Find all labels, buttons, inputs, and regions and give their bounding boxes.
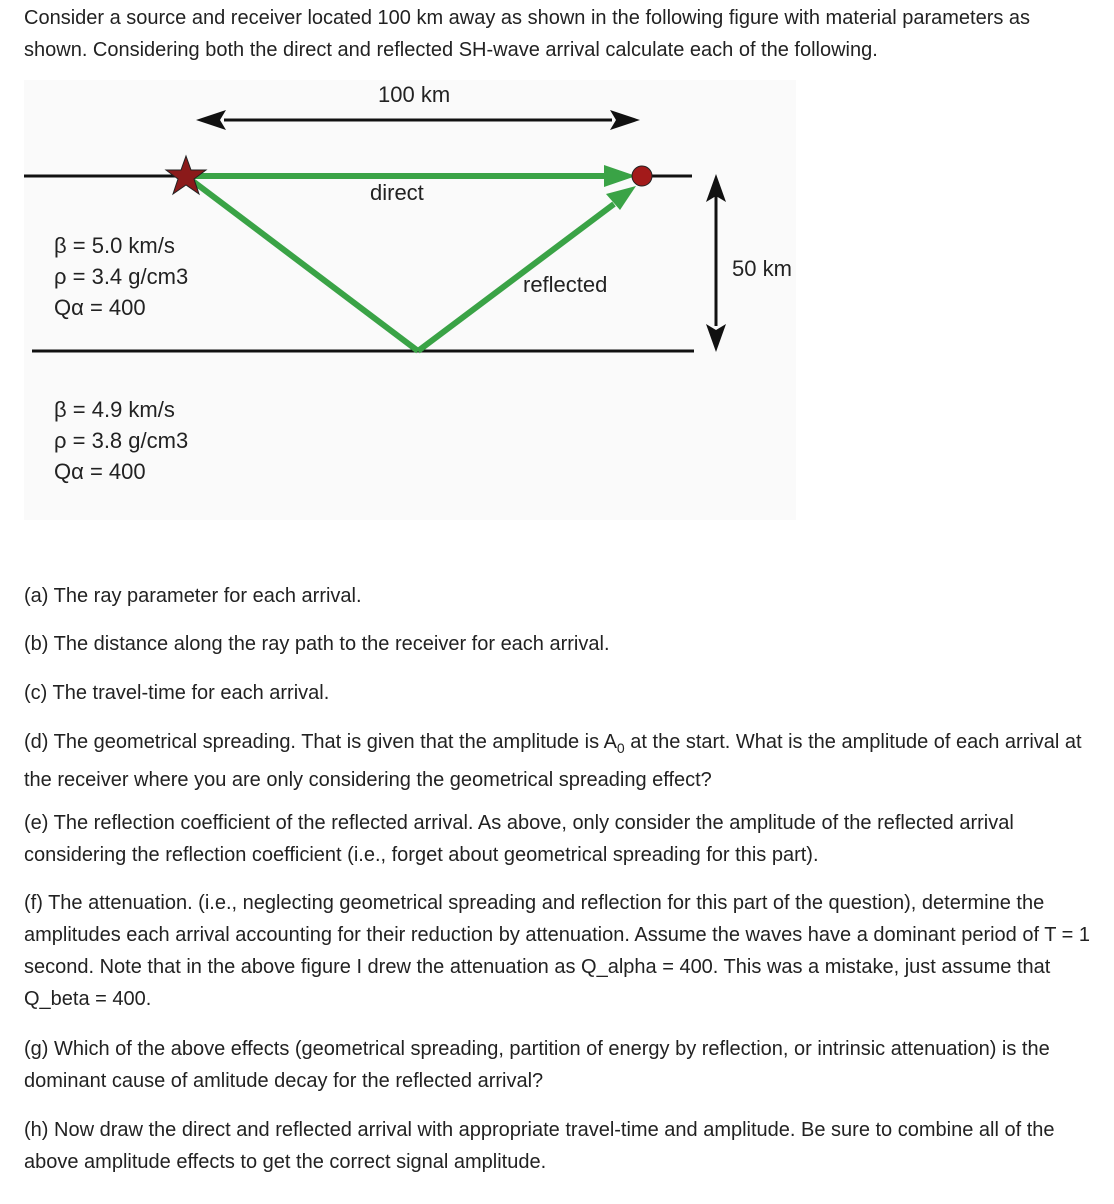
question-h: (h) Now draw the direct and reflected arrival with appropriate travel-time and amplitude. Be sure to combine all of the above amplitude effects to get the correct signal amplitude.	[24, 1119, 1055, 1173]
layer1-rho: ρ = 3.4 g/cm3	[54, 264, 189, 289]
layer2-parameters	[54, 394, 188, 487]
depth-label: 50 km	[732, 256, 792, 281]
distance-label: 100 km	[378, 82, 451, 107]
layer1-q: Qα = 400	[54, 295, 146, 320]
question-f: (f) The attenuation. (i.e., neglecting geometrical spreading and reflection for this part of the question), determine the amplitudes each arrival accounting for their reduction by attenuation. Assume the waves have a dominant period of T = 1 second. Note that in the above figure I drew the attenuation as Q_alpha = 400. This was a mistake, just assume that Q_beta = 400.	[24, 892, 1091, 1010]
ray-path-figure	[24, 80, 796, 520]
question-d	[24, 726, 1094, 796]
question-d-text-rest: at the start. What is the amplitude of each arrival at the receiver where you are only considering the geometrical spreading effect?	[24, 731, 1082, 791]
layer1-parameters	[54, 230, 188, 323]
layer2-q: Qα = 400	[54, 459, 146, 484]
question-b: (b) The distance along the ray path to the receiver for each arrival.	[24, 633, 610, 655]
question-g: (g) Which of the above effects (geometrical spreading, partition of energy by reflection, or intrinsic attenuation) is the dominant cause of amlitude decay for the reflected arrival?	[24, 1038, 1050, 1092]
distance-arrow	[196, 110, 640, 130]
layer1-beta: β = 5.0 km/s	[54, 233, 175, 258]
problem-intro: Consider a source and receiver located 100 km away as shown in the following figure with material parameters as shown. Considering both the direct and reflected SH-wave arrival calculate each of the following.	[24, 7, 1031, 61]
question-a: (a) The ray parameter for each arrival.	[24, 585, 362, 607]
direct-arrowhead	[604, 165, 636, 187]
question-c: (c) The travel-time for each arrival.	[24, 682, 330, 704]
receiver-marker	[632, 166, 652, 186]
depth-arrow	[706, 174, 726, 352]
question-e: (e) The reflection coefficient of the reflected arrival. As above, only consider the amplitude of the reflected arrival considering the reflection coefficient (i.e., forget about geometrical spreading for this part).	[24, 812, 1014, 866]
reflected-label: reflected	[523, 272, 608, 297]
layer2-rho: ρ = 3.8 g/cm3	[54, 428, 189, 453]
question-d-text: (d) The geometrical spreading. That is given that the amplitude is A	[24, 731, 617, 753]
question-d-subscript: 0	[616, 740, 625, 756]
direct-label: direct	[370, 180, 424, 205]
layer2-beta: β = 4.9 km/s	[54, 397, 175, 422]
